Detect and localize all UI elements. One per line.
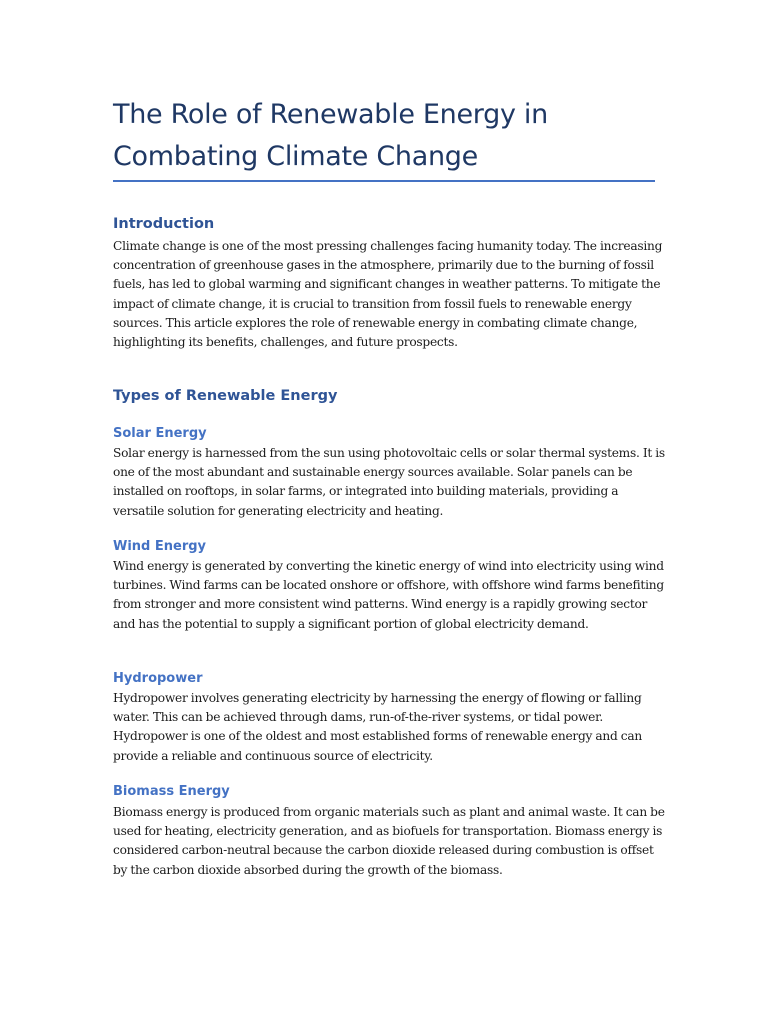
types-heading: Types of Renewable Energy — [113, 388, 338, 404]
title-underline — [113, 180, 655, 182]
biomass-energy-paragraph: Biomass energy is produced from organic materials such as plant and animal waste. It can be used for heating, electricity generation, and as biofuels for transportation. Biomass energy is considered carbon-neutral because the carbon dioxide released during combustion is offset by the carbon dioxide absorbed during the growth of the biomass. — [113, 805, 665, 877]
wind-energy-heading: Wind Energy — [113, 539, 207, 554]
wind-energy-paragraph: Wind energy is generated by converting the kinetic energy of wind into electricity using wind turbines. Wind farms can be located onshore or offshore, with offshore wind farms benefiting from stronger and more consistent wind patterns. Wind energy is a rapidly growing sector and has the potential to supply a significant portion of global electricity demand. — [113, 559, 664, 631]
introduction-paragraph: Climate change is one of the most pressing challenges facing humanity today. The increasing concentration of greenhouse gases in the atmosphere, primarily due to the burning of fossil fuels, has led to global warming and significant changes in weather patterns. To mitigate the impact of climate change, it is crucial to transition from fossil fuels to renewable energy sources. This article explores the role of renewable energy in combating climate change, highlighting its benefits, challenges, and future prospects. — [113, 239, 663, 350]
hydropower-heading: Hydropower — [113, 671, 203, 686]
hydropower-paragraph: Hydropower involves generating electricity by harnessing the energy of flowing or falling water. This can be achieved through dams, run-of-the-river systems, or tidal power. Hydropower is one of the oldest and most established forms of renewable energy and can provide a reliable and continuous source of electricity. — [113, 691, 642, 763]
solar-energy-heading: Solar Energy — [113, 426, 207, 441]
solar-energy-paragraph: Solar energy is harnessed from the sun using photovoltaic cells or solar thermal systems. It is one of the most abundant and sustainable energy sources available. Solar panels can be installed on rooftops, in solar farms, or integrated into building materials, providing a versatile solution for generating electricity and heating. — [113, 446, 665, 518]
biomass-energy-heading: Biomass Energy — [113, 784, 230, 799]
introduction-heading: Introduction — [113, 216, 215, 232]
document-title: The Role of Renewable Energy in Combating Climate Change — [113, 99, 548, 172]
